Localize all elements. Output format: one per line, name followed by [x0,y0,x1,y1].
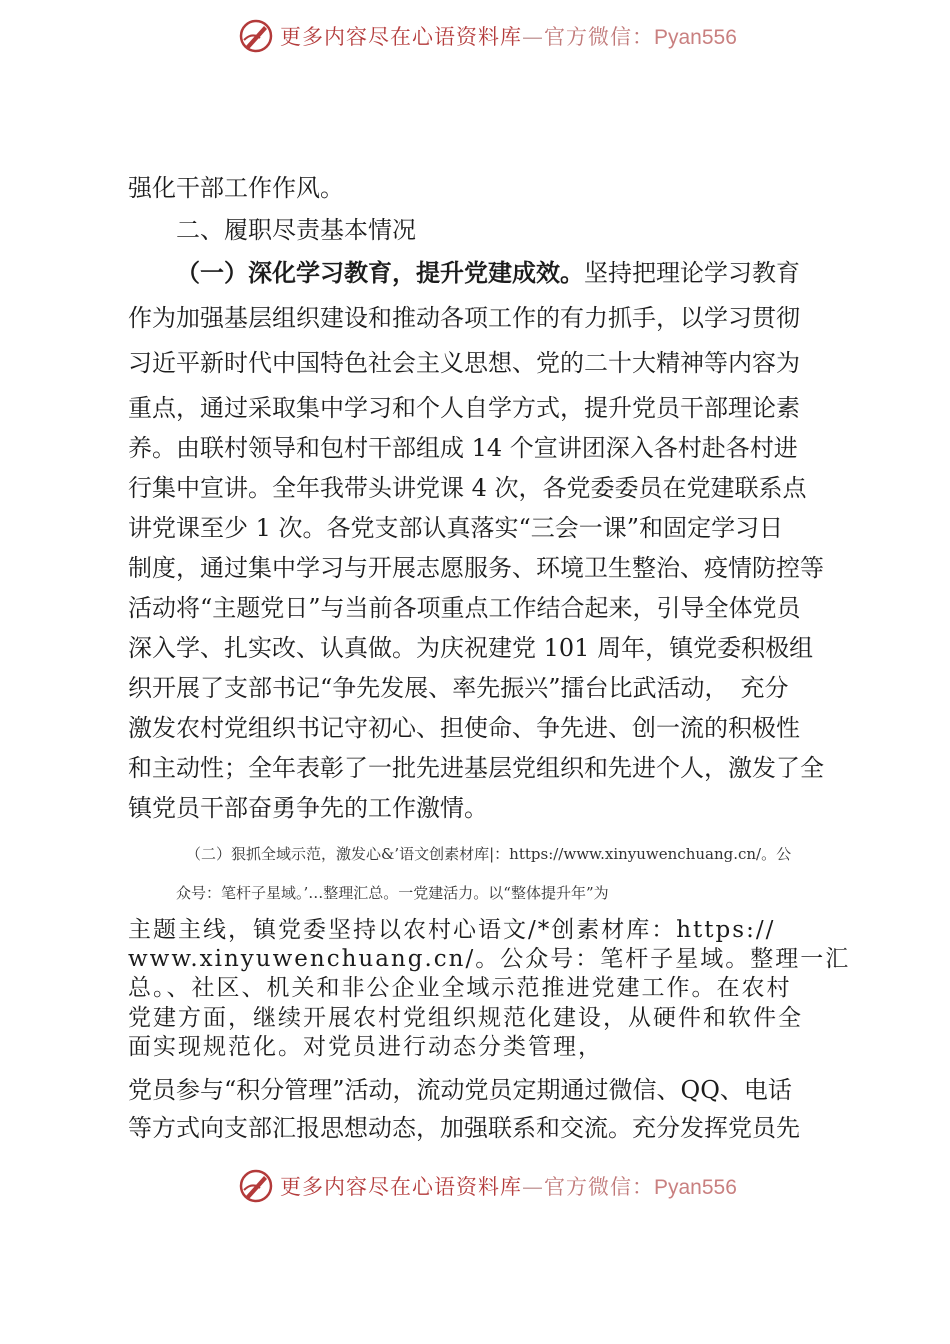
body-line: 活动将“主题党日”与当前各项重点工作结合起来，引导全体党员 [128,594,801,622]
body-line: 主题主线，镇党委坚持以农村心语文/*创素材库：https:// [128,917,776,943]
pen-logo-icon [238,1168,274,1204]
watermark-text: 更多内容尽在心语资料库—官方微信：Pyan556 [280,1175,737,1199]
body-line-small: 众号：笔杆子星域。’…整理汇总。一党建活力。以“整体提升年”为 [176,884,609,902]
section-heading: 二、履职尽责基本情况 [176,216,416,244]
body-line: 党员参与“积分管理”活动，流动党员定期通过微信、QQ、电话 [128,1076,792,1104]
body-line: 镇党员干部奋勇争先的工作激情。 [128,794,488,822]
body-line: 深入学、扎实改、认真做。为庆祝建党 101 周年，镇党委积极组 [128,634,814,662]
subsection-heading: （一）深化学习教育，提升党建成效。 [176,259,584,287]
body-line: 重点，通过采取集中学习和个人自学方式，提升党员干部理论素 [128,394,800,422]
body-line: 和主动性；全年表彰了一批先进基层党组织和先进个人，激发了全 [128,754,824,782]
watermark-text: 更多内容尽在心语资料库—官方微信：Pyan556 [280,25,737,49]
body-line: 养。由联村领导和包村干部组成 14 个宣讲团深入各村赴各村进 [128,434,798,462]
body-line: 党建方面，继续开展农村党组织规范化建设，从硬件和软件全 [128,1005,803,1031]
body-line: 讲党课至少 1 次。各党支部认真落实“三会一课”和固定学习日 [128,514,784,542]
body-line: 激发农村党组织书记守初心、担使命、争先进、创一流的积极性 [128,714,800,742]
body-line: 面实现规范化。对党员进行动态分类管理， [128,1034,603,1060]
body-line-small: （二）狠抓全域示范，激发心&’语文创素材库|：https://www.xinyuwenchuang.cn/。公 [186,845,792,863]
body-line: 行集中宣讲。全年我带头讲党课 4 次，各党委委员在党建联系点 [128,474,807,502]
body-line: 作为加强基层组织建设和推动各项工作的有力抓手，以学习贯彻 [128,304,800,332]
body-line: 等方式向支部汇报思想动态，加强联系和交流。充分发挥党员先 [128,1114,800,1142]
subsection-line: （一）深化学习教育，提升党建成效。坚持把理论学习教育 [176,259,800,287]
body-line: www.xinyuwenchuang.cn/。公众号：笔杆子星域。整理一汇 [128,946,851,972]
pen-logo-icon [238,18,274,54]
body-line: 制度，通过集中学习与开展志愿服务、环境卫生整治、疫情防控等 [128,554,824,582]
body-line: 总。、社区、机关和非公企业全域示范推进党建工作。在农村 [128,975,792,1001]
watermark-banner-bottom [238,1166,758,1206]
body-line: 强化干部工作作风。 [128,174,344,202]
body-line: 织开展了支部书记“争先发展、率先振兴”擂台比武活动， 充分 [128,674,789,702]
watermark-banner-top [238,16,758,56]
body-line: 习近平新时代中国特色社会主义思想、党的二十大精神等内容为 [128,349,800,377]
